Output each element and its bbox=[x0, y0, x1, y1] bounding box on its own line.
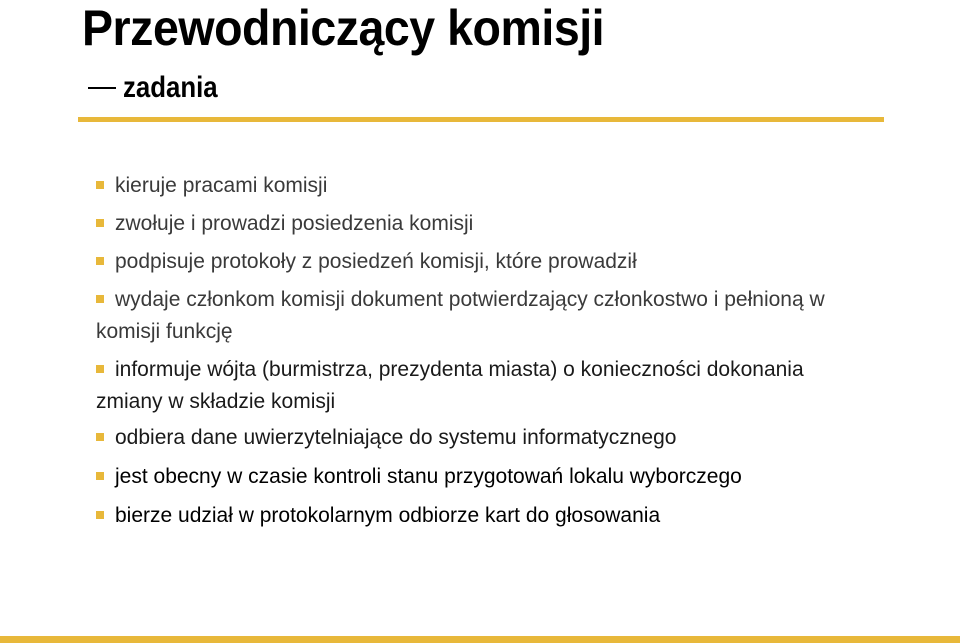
bullet-item bbox=[96, 354, 876, 418]
slide-title: Przewodniczący komisji bbox=[82, 0, 605, 56]
square-bullet-icon bbox=[96, 295, 104, 303]
bullet-text: bierze udział w protokolarnym odbiorze kart do głosowania bbox=[115, 504, 661, 527]
bullet-text: podpisuje protokoły z posiedzeń komisji, które prowadził bbox=[115, 250, 637, 273]
bullet-text-continued: zmiany w składzie komisji bbox=[96, 390, 336, 413]
bullet-text: jest obecny w czasie kontroli stanu przygotowań lokalu wyborczego bbox=[115, 465, 742, 488]
square-bullet-icon bbox=[96, 219, 104, 227]
title-divider bbox=[78, 117, 884, 122]
bullet-list bbox=[96, 170, 876, 532]
square-bullet-icon bbox=[96, 257, 104, 265]
bullet-text-continued: komisji funkcję bbox=[96, 320, 233, 343]
square-bullet-icon bbox=[96, 511, 104, 519]
footer-divider bbox=[0, 636, 960, 643]
square-bullet-icon bbox=[96, 433, 104, 441]
slide-subtitle: zadania bbox=[123, 71, 218, 104]
square-bullet-icon bbox=[96, 365, 104, 373]
bullet-text: kieruje pracami komisji bbox=[115, 174, 328, 197]
bullet-item bbox=[96, 208, 876, 240]
bullet-text: zwołuje i prowadzi posiedzenia komisji bbox=[115, 212, 474, 235]
bullet-item bbox=[96, 500, 876, 532]
bullet-item bbox=[96, 461, 876, 493]
bullet-item bbox=[96, 284, 876, 348]
bullet-item bbox=[96, 246, 876, 278]
square-bullet-icon bbox=[96, 181, 104, 189]
bullet-item bbox=[96, 170, 876, 202]
bullet-item bbox=[96, 422, 876, 454]
bullet-text: odbiera dane uwierzytelniające do systemu informatycznego bbox=[115, 426, 677, 449]
dash-icon bbox=[88, 87, 116, 89]
subtitle-row bbox=[88, 68, 233, 108]
square-bullet-icon bbox=[96, 472, 104, 480]
bullet-text: informuje wójta (burmistrza, prezydenta miasta) o konieczności dokonania bbox=[115, 358, 804, 381]
bullet-text: wydaje członkom komisji dokument potwierdzający członkostwo i pełnioną w bbox=[115, 288, 825, 311]
